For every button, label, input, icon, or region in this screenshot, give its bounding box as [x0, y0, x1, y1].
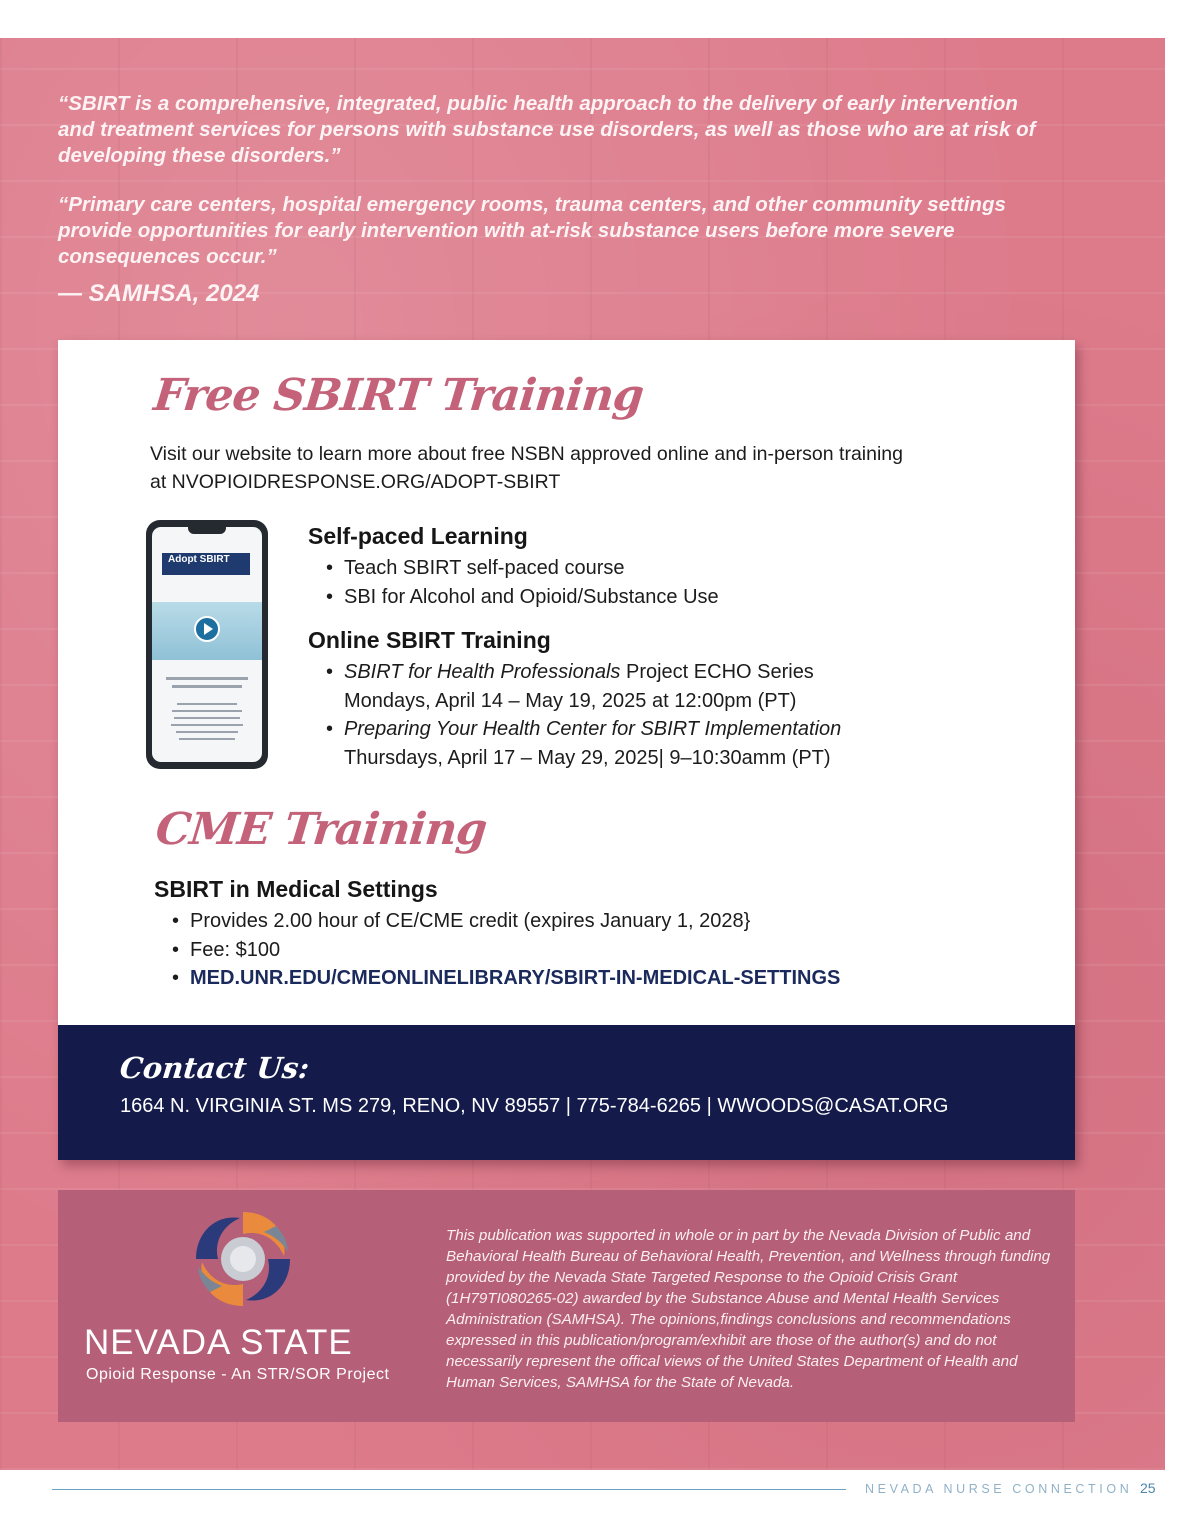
phone-text-line — [177, 703, 237, 705]
phone-notch — [188, 527, 226, 534]
list-item: • Fee: $100 — [172, 938, 281, 961]
list-item: • SBIRT for Health Professionals Project ECHO Series Mondays, April 14 – May 19, 2025 at 12:00pm (PT) — [326, 661, 814, 712]
list-item: • Preparing Your Health Center for SBIRT Implementation Thursdays, April 17 – May 29, 2025| 9–10:30amm (PT) — [326, 718, 842, 769]
logo-wordmark: NEVADA STATE — [84, 1323, 353, 1362]
list-item-text: SBI for Alcohol and Opioid/Substance Use — [344, 585, 719, 608]
list-item: • Teach SBIRT self-paced course — [326, 557, 625, 579]
phone-text-line — [174, 717, 240, 719]
samhsa-quote-1: “SBIRT is a comprehensive, integrated, public health approach to the delivery of early intervention and treatment services for persons with substance use disorders, as well as those who are at risk of developing these disorders.” — [58, 92, 1036, 167]
self-paced-heading: Self-paced Learning — [308, 523, 528, 549]
course-subtitle: Project ECHO Series — [620, 661, 814, 683]
footer-rule — [52, 1489, 846, 1490]
logo-tagline: Opioid Response - An STR/SOR Project — [86, 1366, 390, 1383]
self-paced-list — [308, 554, 719, 611]
cme-link[interactable]: MED.UNR.EDU/CMEONLINELIBRARY/SBIRT-IN-MEDICAL-SETTINGS — [190, 967, 841, 989]
contact-title: Contact Us: — [118, 1051, 311, 1085]
online-training-heading: Online SBIRT Training — [308, 627, 551, 653]
phone-text-line — [171, 724, 243, 726]
online-training-list — [308, 658, 841, 772]
nevada-state-swirl-logo — [188, 1204, 298, 1314]
cme-training-title: CME Training — [153, 804, 489, 855]
phone-banner: Adopt SBIRT — [162, 553, 250, 575]
list-item: • MED.UNR.EDU/CMEONLINELIBRARY/SBIRT-IN-MEDICAL-SETTINGS — [172, 967, 841, 989]
phone-text-line — [176, 731, 238, 733]
cme-heading: SBIRT in Medical Settings — [154, 876, 438, 902]
training-intro: Visit our website to learn more about free NSBN approved online and in-person training at NVOPIOIDRESPONSE.ORG/ADOPT-SBIRT — [150, 443, 903, 493]
course-title: SBIRT for Health Professionals — [344, 661, 621, 683]
list-item-text: Fee: $100 — [190, 938, 281, 961]
quote-attribution: — SAMHSA, 2024 — [58, 280, 260, 307]
course-title: Preparing Your Health Center for SBIRT Implementation — [344, 718, 842, 740]
disclaimer-text: This publication was supported in whole or in part by the Nevada Division of Public and Behavioral Health Bureau of Behavioral Health, Prevention, and Wellness through funding provided by the Nevada State Targeted Response to the Opioid Crisis Grant (1H79TI080265-02) awarded by the Substance Abuse and Mental Health Services Administration (SAMHSA). The opinions,findings conclusions and recommendations expressed in this publication/program/exhibit are those of the author(s) and do not necessarily represent the offical views of the United States Department of Health and Human Services, SAMHSA for the State of Nevada. — [446, 1227, 1051, 1391]
contact-info: 1664 N. VIRGINIA ST. MS 279, RENO, NV 89557 | 775-784-6265 | WWOODS@CASAT.ORG — [120, 1095, 949, 1117]
phone-text-line — [172, 710, 242, 712]
list-item-text: Teach SBIRT self-paced course — [344, 557, 625, 579]
phone-text-line — [179, 738, 235, 740]
phone-mockup-image — [146, 520, 268, 769]
free-sbirt-training-title: Free SBIRT Training — [151, 370, 646, 421]
phone-screen — [152, 527, 262, 762]
samhsa-quote-2: “Primary care centers, hospital emergency rooms, trauma centers, and other community settings provide opportunities for early intervention with at-risk substance users before more severe consequences occur.” — [58, 193, 1006, 268]
list-item: • Provides 2.00 hour of CE/CME credit (expires January 1, 2028} — [172, 910, 751, 932]
publication-name: NEVADA NURSE CONNECTION — [865, 1482, 1133, 1496]
phone-text-line — [166, 677, 248, 680]
course-date: Mondays, April 14 – May 19, 2025 at 12:00pm (PT) — [344, 689, 797, 712]
course-date: Thursdays, April 17 – May 29, 2025| 9–10:30amm (PT) — [344, 746, 831, 769]
cme-list — [154, 907, 840, 993]
list-item: • SBI for Alcohol and Opioid/Substance Use — [326, 585, 719, 608]
list-item-text: Provides 2.00 hour of CE/CME credit (expires January 1, 2028} — [190, 910, 751, 932]
page-number: 25 — [1140, 1480, 1156, 1496]
play-icon — [194, 616, 220, 642]
contact-banner — [58, 1025, 1075, 1160]
training-card — [58, 340, 1075, 1160]
phone-text-line — [172, 685, 242, 688]
funding-disclaimer-box — [58, 1190, 1075, 1422]
